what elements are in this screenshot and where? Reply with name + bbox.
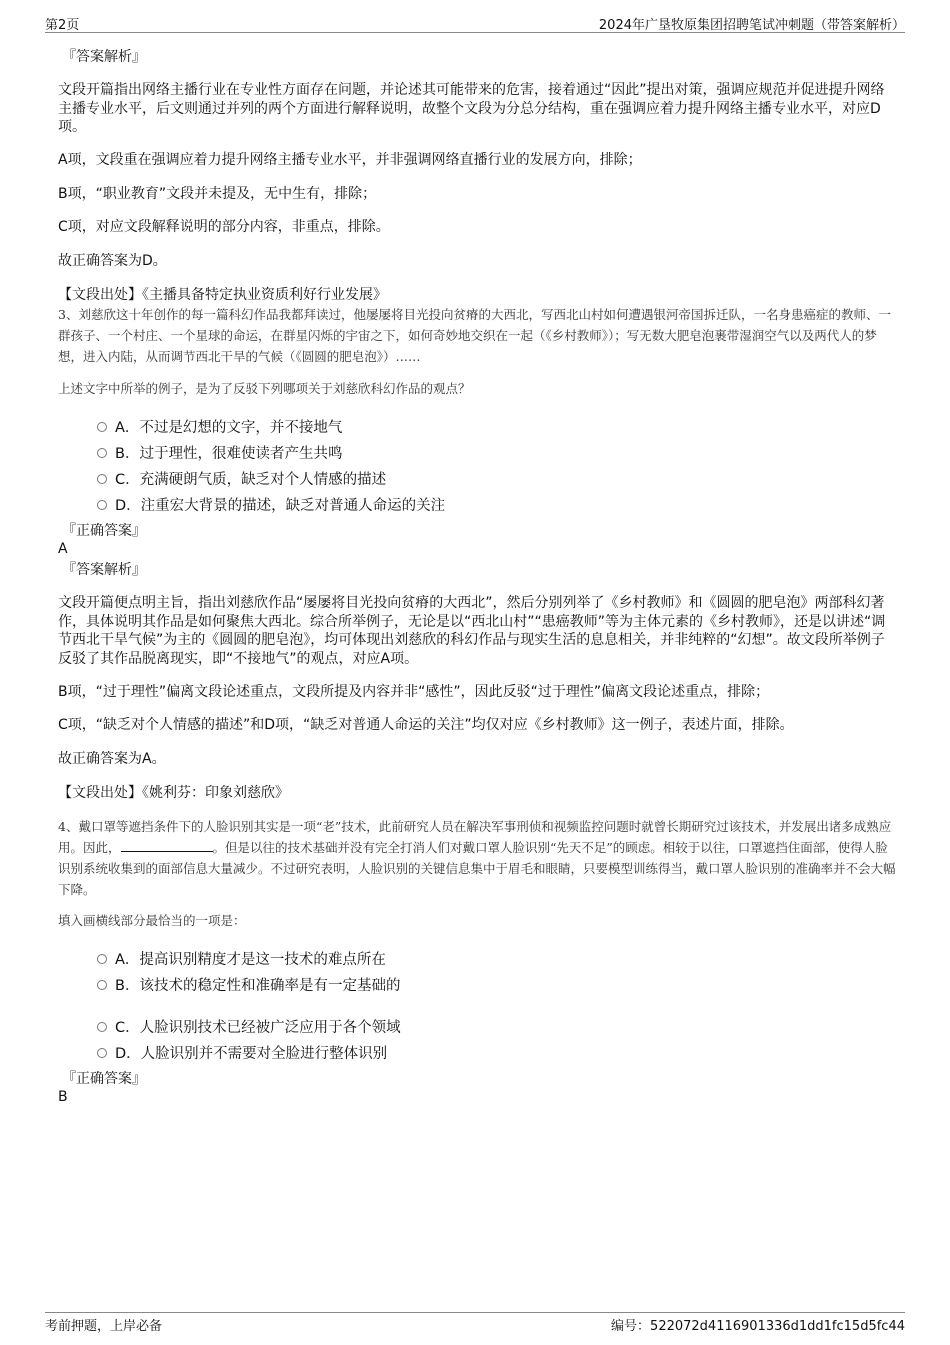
source-citation: 【文段出处】《主播具备特定执业资质利好行业发展》 (58, 287, 387, 303)
page-number: 第2页 (45, 18, 80, 33)
option-cd-note: C项，“缺乏对个人情感的描述”和D项，“缺乏对普通人命运的关注”均仅对应《乡村教师》这一例子，表述片面，排除。 (58, 717, 794, 733)
document-title: 2024年广垦牧原集团招聘笔试冲刺题（带答案解析） (598, 18, 905, 33)
option-a-note: A项，文段重在强调应着力提升网络主播专业水平，并非强调网络直播行业的发展方向，排除； (58, 152, 642, 168)
answer-value: B (58, 1089, 68, 1105)
source-citation: 【文段出处】《姚利芬：印象刘慈欣》 (58, 785, 289, 801)
question-3-prompt: 上述文字中所举的例子，是为了反驳下列哪项关于刘慈欣科幻作品的观点？ (58, 381, 471, 396)
analysis-label: 『答案解析』 (62, 49, 146, 65)
page-footer (45, 1312, 905, 1335)
analysis-text: 文段开篇指出网络主播行业在专业性方面存在问题，并论述其可能带来的危害，接着通过“因此”提出对策，强调应规范并促进提升网络主播专业水平，后文则通过并列的两个方面进行解释说明，故整个文段为分总分结构，重在强调应着力提升网络主播专业水平，对应D项。 (58, 82, 885, 135)
footer-slogan: 考前押题，上岸必备 (45, 1319, 163, 1334)
radio-icon[interactable] (97, 500, 107, 510)
option-b-note: B项，“过于理性”偏离文段论述重点，文段所提及内容并非“感性”，因此反驳“过于理性”偏离文段论述重点，排除； (58, 684, 770, 700)
option-c-note: C项，对应文段解释说明的部分内容，非重点，排除。 (58, 219, 390, 235)
conclusion: 故正确答案为D。 (58, 253, 167, 269)
answer-label: 『正确答案』 (62, 1071, 146, 1087)
analysis-text: 文段开篇便点明主旨，指出刘慈欣作品“屡屡将目光投向贫瘠的大西北”，然后分别列举了《乡村教师》和《圆圆的肥皂泡》两部科幻著作，具体说明其作品是如何聚焦大西北。综合所举例子，无论是以“西北山村”“患癌教师”等为主体元素的《乡村教师》，还是以讲述“调节西北干旱气候”为主的《圆圆的肥皂泡》，均可体现出刘慈欣的科幻作品与现实生活的息息相关，并非纯粹的“幻想”。故文段所举例子反驳了其作品脱离现实，即“不接地气”的观点，对应A项。 (58, 595, 886, 667)
option-b-note: B项，“职业教育”文段并未提及，无中生有，排除； (58, 186, 377, 202)
conclusion: 故正确答案为A。 (58, 751, 166, 767)
analysis-label: 『答案解析』 (62, 562, 146, 578)
fill-blank (121, 839, 213, 852)
question-4-prompt: 填入画横线部分最恰当的一项是： (58, 913, 246, 928)
answer-value: A (58, 541, 68, 557)
question-4-stem: 4、戴口罩等遮挡条件下的人脸识别其实是一项“老”技术，此前研究人员在解决军事刑侦和视频监控问题时就曾长期研究过该技术，并发展出诸多成熟应用。因此， 。但是以往的技术基础并没有完全打消人们对戴口罩人脸识别“先天不足”的顾虑。相较于以往，口罩遮挡住面部，使得人脸识别系统收集到的面部信息大量减少。不过研究表明，人脸识别的关键信息集中于眉毛和眼睛，只要模型训练得当，戴口罩人脸识别的准确率并不会大幅下降。 (58, 819, 896, 897)
answer-label: 『正确答案』 (62, 523, 146, 539)
radio-icon[interactable] (97, 448, 107, 458)
document-id: 编号：522072d4116901336d1dd1fc15d5fc44 (611, 1319, 905, 1334)
page-header (45, 12, 905, 33)
radio-icon[interactable] (97, 1048, 107, 1058)
radio-icon[interactable] (97, 1022, 107, 1032)
radio-icon[interactable] (97, 980, 107, 990)
radio-icon[interactable] (97, 474, 107, 484)
radio-icon[interactable] (97, 954, 107, 964)
question-3-stem: 3、刘慈欣这十年创作的每一篇科幻作品我都拜读过，他屡屡将目光投向贫瘠的大西北，写西北山村如何遭遇银河帝国拆迁队，一名身患癌症的教师、一群孩子、一个村庄、一个星球的命运，在群星闪烁的宇宙之下，如何奇妙地交织在一起（《乡村教师》）；写无数大肥皂泡裹带湿润空气以及两代人的梦想，进入内陆，从而调节西北干旱的气候（《圆圆的肥皂泡》）…… (58, 307, 891, 364)
radio-icon[interactable] (97, 422, 107, 432)
